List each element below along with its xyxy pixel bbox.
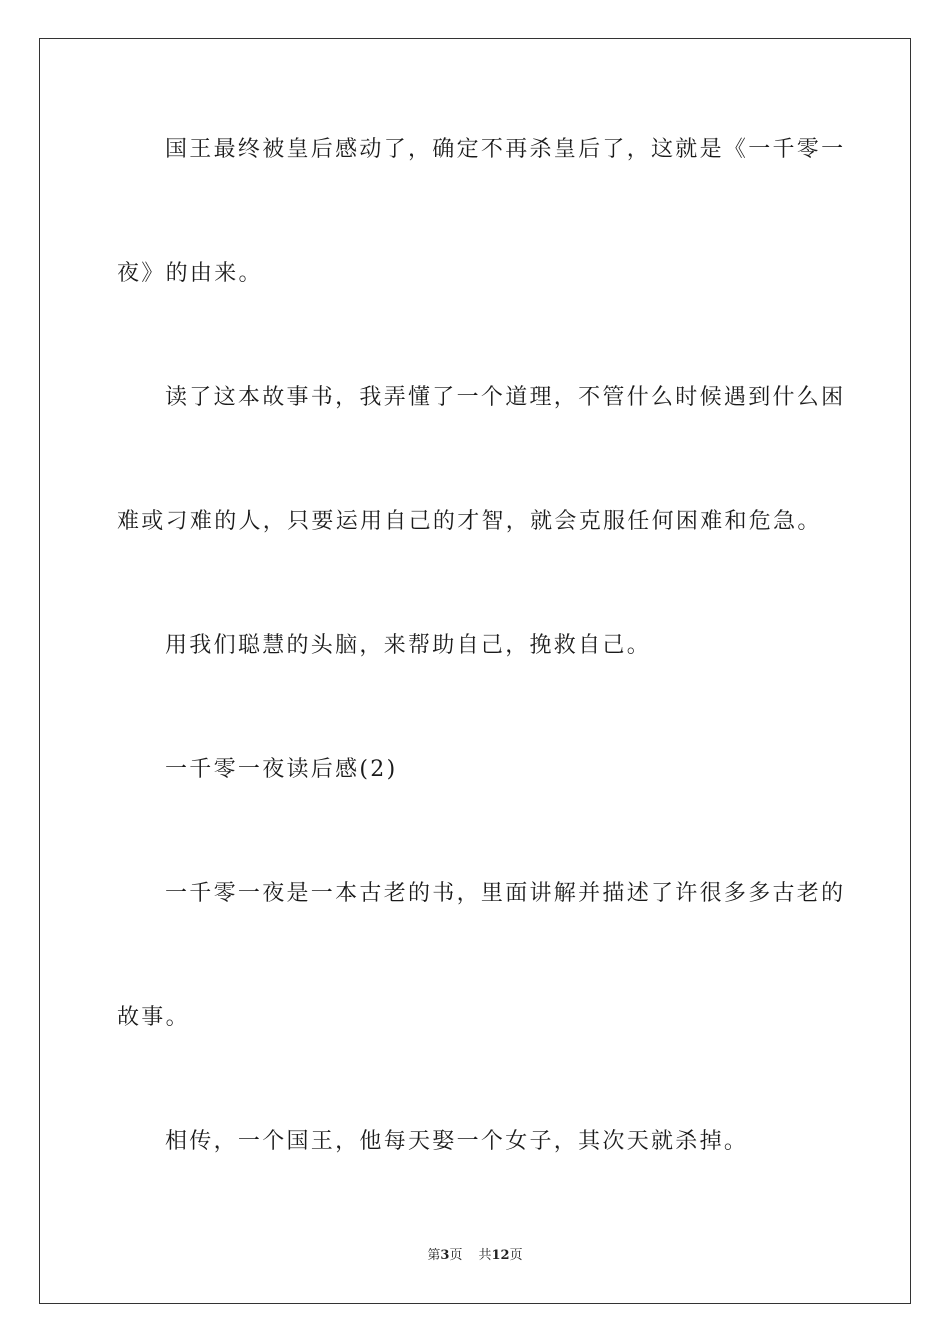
paragraph-line: 一千零一夜是一本古老的书，里面讲解并描述了许很多多古老的 [165,881,846,906]
page-number: 3 [440,1248,450,1263]
page-suffix: 页 [449,1248,463,1263]
total-pages: 12 [491,1248,510,1263]
paragraph-line: 相传，一个国王，他每天娶一个女子，其次天就杀掉。 [165,1129,749,1154]
page-footer [0,1247,950,1265]
paragraph-line: 读了这本故事书，我弄懂了一个道理，不管什么时候遇到什么困 [165,385,846,410]
section-heading: 一千零一夜读后感(2) [165,757,398,782]
page-border [39,38,911,1304]
paragraph-line: 用我们聪慧的头脑，来帮助自己，挽救自己。 [165,633,652,658]
total-suffix: 页 [509,1248,523,1263]
total-prefix: 共 [478,1248,492,1263]
paragraph-line: 夜》的由来。 [117,261,263,286]
paragraph-line: 故事。 [117,1005,190,1030]
page-prefix: 第 [427,1248,441,1263]
paragraph-line: 国王最终被皇后感动了，确定不再杀皇后了，这就是《一千零一 [165,137,846,162]
paragraph-line: 难或刁难的人，只要运用自己的才智，就会克服任何困难和危急。 [117,509,822,534]
